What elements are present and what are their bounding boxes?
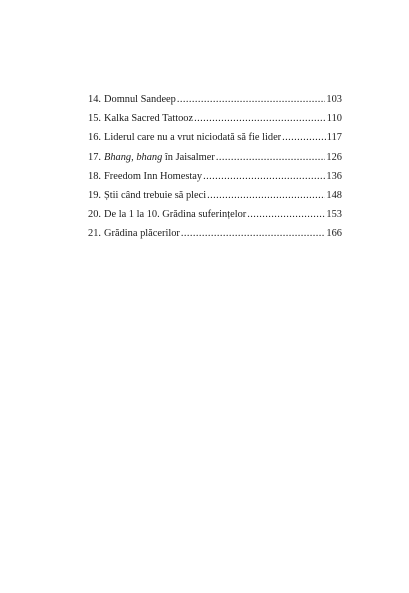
chapter-title: Kalka Sacred Tattooz — [104, 113, 194, 125]
toc-entry-18 — [88, 167, 342, 186]
chapter-title: Domnul Sandeep — [104, 94, 176, 105]
page-number: 166 — [326, 228, 342, 240]
dot-leader — [181, 224, 326, 243]
dot-leader — [282, 128, 326, 147]
chapter-number: 20. — [88, 209, 101, 221]
chapter-number: 17. — [88, 151, 101, 163]
toc-entry-14 — [88, 90, 342, 109]
chapter-title: Știi când trebuie să pleci — [104, 189, 207, 201]
chapter-number: 16. — [88, 132, 101, 144]
toc-entry-15 — [88, 109, 342, 128]
chapter-title: Grădina plăcerilor — [104, 228, 180, 240]
page-number: 153 — [326, 209, 342, 221]
chapter-number: 15. — [88, 113, 101, 125]
dot-leader — [216, 148, 326, 167]
dot-leader — [194, 109, 326, 128]
toc-entry-16 — [88, 128, 342, 147]
chapter-title-italic: Bhang, bhang — [104, 151, 163, 163]
chapter-number: 18. — [88, 170, 101, 182]
toc-entry-20 — [88, 205, 342, 224]
chapter-title-rest: în Jaisalmer — [162, 151, 215, 163]
chapter-number: 21. — [88, 228, 101, 240]
chapter-title — [104, 148, 215, 167]
page-number: 117 — [326, 132, 342, 144]
chapter-number: 19. — [88, 189, 101, 201]
dot-leader — [177, 90, 326, 109]
chapter-title: De la 1 la 10. Grădina suferințelor — [104, 209, 247, 221]
page-number: 136 — [326, 170, 342, 182]
page-number: 103 — [326, 94, 342, 105]
table-of-contents — [88, 90, 342, 244]
toc-entry-17 — [88, 148, 342, 167]
chapter-title: Liderul care nu a vrut niciodată să fie lider — [104, 132, 282, 144]
toc-entry-21 — [88, 224, 342, 243]
toc-entry-19 — [88, 186, 342, 205]
chapter-title: Freedom Inn Homestay — [104, 170, 203, 182]
page-number: 126 — [326, 151, 342, 163]
chapter-number: 14. — [88, 94, 101, 105]
dot-leader — [203, 167, 325, 186]
dot-leader — [247, 205, 325, 224]
dot-leader — [207, 186, 325, 205]
page-number: 148 — [326, 189, 342, 201]
page-number: 110 — [326, 113, 342, 125]
